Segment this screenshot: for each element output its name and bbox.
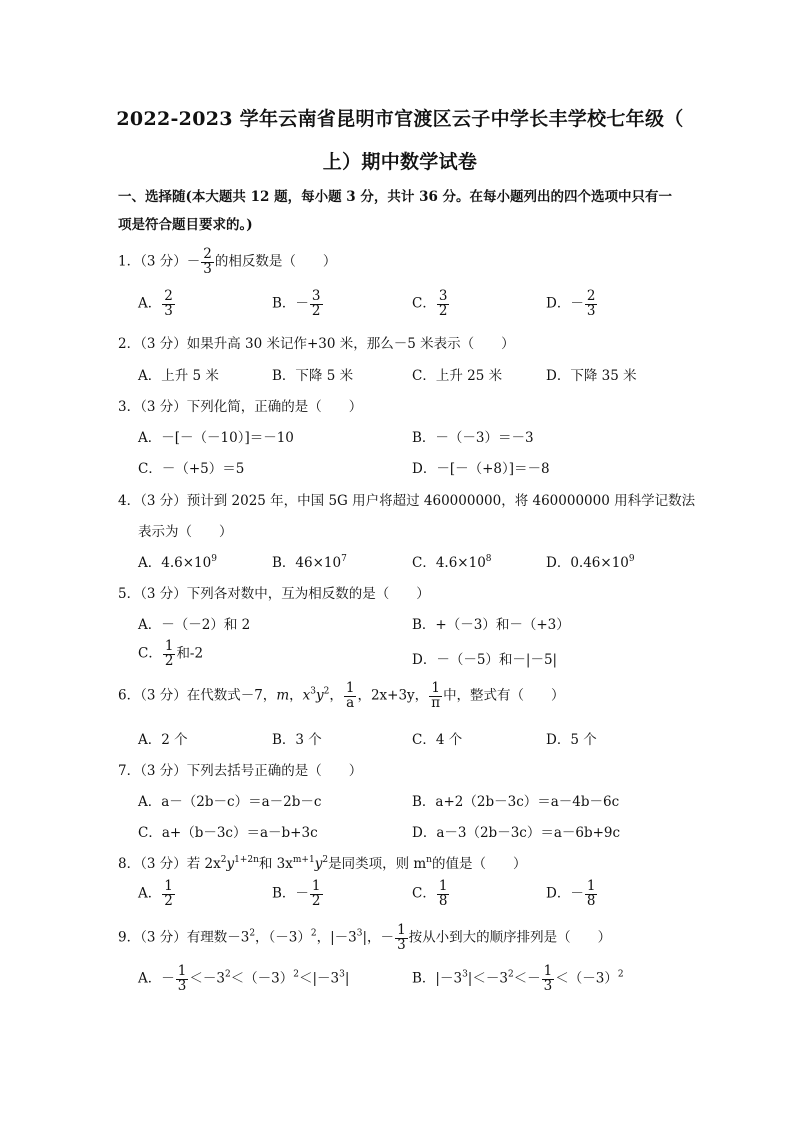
q8-b-num: 1 (311, 878, 321, 894)
page-title-line1: 2022-2023 学年云南省昆明市官渡区云子中学长丰学校七年级（ (116, 108, 684, 130)
q4-option-b[interactable] (272, 551, 347, 571)
q9-b-exp3: 2 (617, 969, 624, 980)
q8-c-num: 1 (438, 878, 448, 894)
q7-option-a[interactable]: A．a－（2b－c）＝a－2b－c (138, 794, 322, 810)
q8-b-label: B．－ (272, 885, 309, 902)
q8-option-b[interactable] (272, 880, 324, 908)
q8-option-a[interactable] (138, 880, 176, 908)
q1-option-c[interactable] (412, 290, 450, 318)
q4-a-text: A．4.6×10 (138, 555, 212, 571)
q1-option-d[interactable] (546, 290, 598, 318)
q1-frac-den: 3 (203, 260, 212, 277)
q2-option-b[interactable]: B．下降 5 米 (272, 368, 354, 384)
q6-y-exp: 2 (323, 686, 330, 697)
q9-mid1: ，（－3） (255, 929, 311, 946)
q4-d-text: D．0.46×10 (546, 555, 629, 571)
q1-b-label: B．－ (272, 295, 309, 312)
q1-fraction (201, 248, 214, 276)
q9-mid2: ，|－3 (316, 929, 357, 946)
q6-stem-post: 中，整式有（ ） (443, 687, 565, 704)
q6-f1-num: 1 (345, 680, 355, 696)
question-8 (118, 852, 526, 872)
q6-m: m (276, 687, 290, 704)
q1-b-frac (310, 290, 323, 318)
q6-f2-den: π (431, 694, 441, 711)
q9-b-num: 1 (543, 963, 553, 979)
q1-option-a[interactable] (138, 290, 176, 318)
q8-c-den: 8 (438, 892, 448, 909)
q8-c-frac (437, 880, 450, 908)
q9-exp2: 2 (310, 928, 317, 939)
question-4: 4．（3 分）预计到 2025 年，中国 5G 用户将超过 460000000，将 460000000 用科学记数法 (118, 493, 696, 509)
q8-b-frac (310, 880, 323, 908)
section-heading: 一、选择随(本大题共 12 题，每小题 3 分，共计 36 分。在每小题列出的四个选项中只有一项是符合题目要求的。) (118, 189, 673, 233)
q4-c-exp: 8 (485, 554, 492, 564)
q1-option-b[interactable] (272, 290, 324, 318)
q5-option-a[interactable]: A．－（－2）和 2 (138, 617, 251, 633)
q8-c-label: C． (412, 885, 436, 902)
q8-option-d[interactable] (546, 880, 598, 908)
q9-b-den: 3 (543, 977, 553, 994)
q3-option-d[interactable]: D．－[－（+8）]＝－8 (412, 461, 550, 477)
q4-a-exp: 9 (211, 554, 217, 564)
q9-b-rest1: |＜－3 (467, 970, 508, 987)
q3-option-b[interactable]: B．－（－3）＝－3 (412, 430, 534, 446)
q8-option-c[interactable] (412, 880, 450, 908)
q8-d-label: D．－ (546, 885, 584, 902)
q8-stem-pre: 8．（3 分）若 2x (118, 856, 221, 872)
q1-c-num: 3 (438, 288, 448, 304)
q1-b-num: 3 (311, 288, 321, 304)
q6-x: x (302, 687, 311, 704)
q2-option-a[interactable]: A．上升 5 米 (138, 368, 219, 384)
page-title-line2: 上）期中数学试卷 (322, 151, 478, 173)
q8-exp5: n (426, 855, 432, 865)
question-7: 7．（3 分）下列去括号正确的是（ ） (118, 763, 363, 779)
q4-d-exp: 9 (628, 554, 635, 564)
q8-a-num: 1 (164, 878, 173, 894)
q9-option-b[interactable] (412, 965, 624, 993)
q8-d-den: 8 (586, 892, 596, 909)
q8-d-frac (585, 880, 598, 908)
q9-a-frac (176, 965, 189, 993)
q6-frac-1a (344, 682, 357, 710)
q9-b-exp2: 2 (507, 969, 514, 980)
q9-b-rest2: ＜－ (513, 970, 541, 987)
q8-exp1: 2 (220, 855, 227, 865)
q9-b-frac (542, 965, 555, 993)
q9-a-label: A．－ (138, 970, 175, 987)
question-1 (118, 248, 336, 276)
q8-mid: 和 3x (258, 856, 293, 872)
q2-option-c[interactable]: C．上升 25 米 (412, 368, 503, 384)
q9-a-num: 1 (177, 963, 187, 979)
q9-a-exp3: 3 (339, 969, 345, 980)
question-2: 2．（3 分）如果升高 30 米记作+30 米，那么－5 米表示（ ） (118, 336, 515, 352)
q5-option-b[interactable]: B．+（－3）和－（+3） (412, 617, 570, 633)
q4-c-text: C．4.6×10 (412, 555, 486, 571)
q1-frac-num: 2 (203, 246, 212, 262)
q1-a-label: A． (138, 295, 162, 312)
q5-option-c[interactable] (138, 640, 203, 668)
q9-a-rest1: ＜－3 (189, 970, 225, 987)
q9-exp3: 3 (356, 928, 363, 939)
q9-post: 按从小到大的顺序排列是（ ） (408, 929, 612, 946)
q6-x-exp: 3 (310, 686, 316, 697)
q4-b-exp: 7 (341, 554, 347, 564)
q1-a-den: 3 (164, 302, 173, 319)
question-9 (118, 924, 611, 952)
q8-a-frac (162, 880, 175, 908)
q1-d-num: 2 (586, 288, 596, 304)
q1-a-num: 2 (164, 288, 173, 304)
q3-option-c[interactable]: C．－（+5）＝5 (138, 461, 245, 477)
q6-f2-num: 1 (429, 682, 442, 697)
q6-option-c[interactable]: C．4 个 (412, 732, 463, 748)
question-4-cont: 表示为（ ） (138, 524, 233, 540)
q7-option-c[interactable]: C．a+（b－3c）＝a－b+3c (138, 825, 318, 841)
q8-d-num: 1 (586, 878, 596, 894)
q1-d-den: 3 (586, 302, 596, 319)
q8-a-label: A． (138, 885, 162, 902)
q6-option-b[interactable]: B．3 个 (272, 732, 322, 748)
q6-f1-den: a (346, 694, 355, 711)
q9-frac-den: 3 (397, 936, 406, 953)
q1-c-frac (437, 290, 450, 318)
q4-b-text: B．46×10 (272, 555, 342, 571)
q1-c-den: 2 (438, 302, 448, 319)
q9-b-rest3: ＜（－3） (555, 970, 618, 987)
q9-stem-pre: 9．（3 分）有理数－3 (118, 929, 250, 946)
q5-c-post: 和-2 (176, 645, 204, 662)
q4-option-a[interactable] (138, 551, 217, 571)
q8-b-den: 2 (311, 892, 321, 909)
q6-sep2: ， (329, 687, 343, 704)
q8-y2: y (314, 856, 323, 872)
q4-option-d[interactable] (546, 551, 635, 571)
q5-c-den: 2 (164, 652, 174, 669)
q5-c-frac (163, 640, 176, 668)
question-5: 5．（3 分）下列各对数中，互为相反数的是（ ） (118, 586, 430, 602)
q8-y: y (226, 856, 235, 872)
q6-option-a[interactable]: A．2 个 (138, 732, 188, 748)
q1-stem-post: 的相反数是（ ） (214, 253, 337, 270)
q9-a-den: 3 (177, 977, 187, 994)
q5-c-num: 1 (164, 638, 174, 654)
q9-frac-num: 1 (397, 922, 406, 938)
question-3: 3．（3 分）下列化简，正确的是（ ） (118, 399, 363, 415)
q6-option-d[interactable]: D．5 个 (546, 732, 597, 748)
q5-option-d[interactable]: D．－（－5）和－|－5| (412, 652, 558, 668)
q1-d-frac (585, 290, 598, 318)
q8-a-den: 2 (164, 892, 173, 909)
q1-d-label: D．－ (546, 295, 584, 312)
q8-post2: 的值是（ ） (431, 856, 527, 872)
q9-a-rest3: ＜|－3 (299, 970, 340, 987)
q9-b-label: B．|－3 (412, 970, 463, 987)
q6-mid: ，2x+3y， (357, 687, 429, 704)
q9-a-exp1: 2 (224, 969, 231, 980)
q6-y: y (315, 687, 324, 704)
q9-option-a[interactable] (138, 965, 349, 993)
q7-option-b[interactable]: B．a+2（2b－3c）＝a－4b－6c (412, 794, 620, 810)
q8-exp3: m+1 (292, 855, 315, 865)
q9-a-rest4: | (344, 970, 350, 987)
q5-c-label: C． (138, 645, 162, 662)
q1-b-den: 2 (311, 302, 321, 319)
q2-option-d[interactable]: D．下降 35 米 (546, 368, 637, 384)
q9-frac (395, 924, 408, 952)
question-6 (118, 682, 565, 710)
q1-stem-pre: 1．（3 分）－ (118, 253, 201, 270)
q6-stem-pre: 6．（3 分）在代数式－7， (118, 687, 277, 704)
q9-a-rest2: ＜（－3） (230, 970, 294, 987)
q9-mid3: |，－ (362, 929, 395, 946)
q9-a-exp2: 2 (293, 969, 299, 980)
q1-c-label: C． (412, 295, 436, 312)
q4-option-c[interactable] (412, 551, 492, 571)
q3-option-a[interactable]: A．－[－（－10）]＝－10 (138, 430, 294, 446)
q7-option-d[interactable]: D．a－3（2b－3c）＝a－6b+9c (412, 825, 621, 841)
q1-a-frac (162, 290, 175, 318)
q8-exp2: 1+2n (234, 855, 259, 865)
q8-exp4: 2 (322, 855, 329, 865)
q9-exp1: 2 (249, 928, 256, 939)
q6-sep1: ， (289, 687, 303, 704)
q6-frac-1pi (429, 682, 442, 710)
q8-post: 是同类项，则 m (328, 856, 427, 872)
q9-b-exp1: 3 (462, 969, 468, 980)
